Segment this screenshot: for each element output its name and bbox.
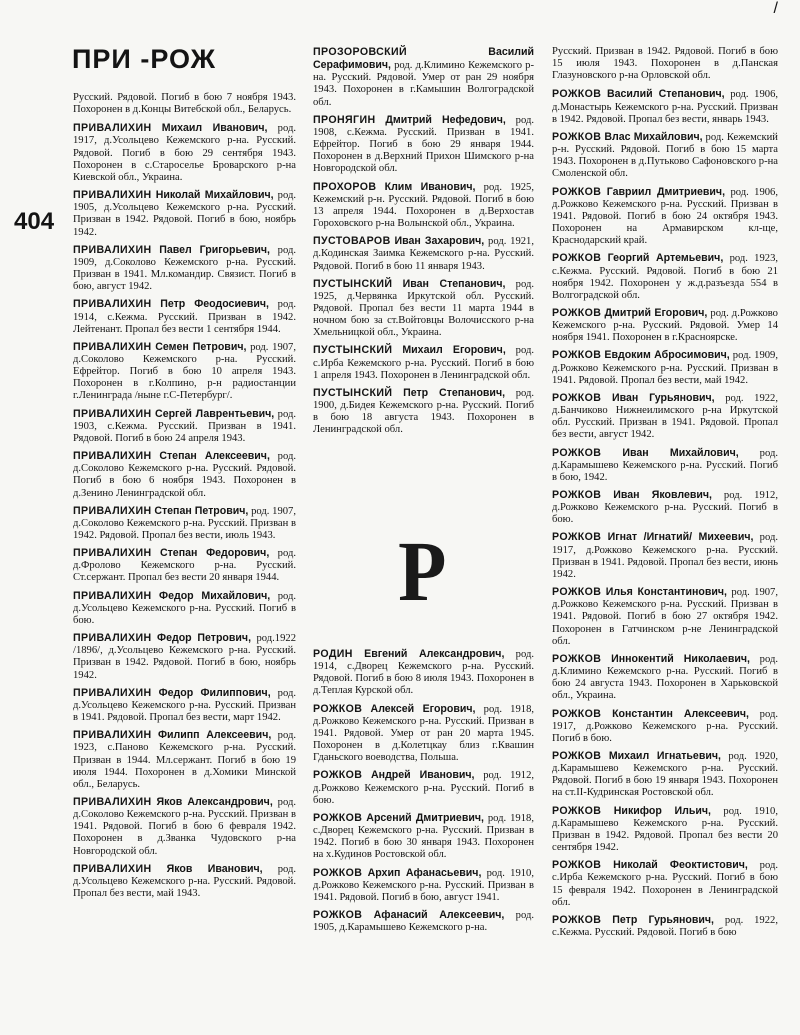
entry xyxy=(552,489,778,526)
entry-surname: ПРИВАЛИХИН xyxy=(73,729,152,742)
entry xyxy=(73,408,296,445)
entry-given-name: Павел Григорьевич, xyxy=(159,243,271,256)
entry-text: род. с.Ирба Кежемского р-на. Русский. Погиб в бою 15 февраля 1942. Похоронен в Ленинградской обл. xyxy=(552,860,778,908)
entry-given-name: Евгений Александрович, xyxy=(364,648,505,660)
entry-text: род. д.Усольцево Кежемского р-на. Русский. Погиб в бою. xyxy=(73,590,297,626)
entry xyxy=(313,235,534,272)
entry-given-name: Архип Афанасьевич, xyxy=(367,866,482,879)
entry-given-name: Влас Михайлович, xyxy=(604,130,703,143)
entry-surname: РОЖКОВ xyxy=(552,489,602,501)
entry xyxy=(552,46,778,82)
entry-text: род. 1906, д.Монастырь Кежемского р-на. Русский. Призван в 1942. Рядовой. Пропал без вести, январь 1943. xyxy=(552,89,779,125)
entry-text: род. 1917, д.Рожково Кежемского р-на. Русский. Призван в 1941. Рядовой. Пропал без вести, июнь 1942. xyxy=(552,532,778,580)
entry xyxy=(73,450,296,500)
entry-text: род. д.Усольцево Кежемского р-на. Русский. Призван в 1941. Рядовой. Пропал без вести, март 1942. xyxy=(73,687,296,724)
entry-text: род. Кежемский р-н. Русский. Рядовой. Погиб в бою 15 марта 1943. Похоронен в д.Путьково Сафоновского р-на Смоленской обл. xyxy=(552,131,778,180)
entry-text: род. д.Карамышево Кежемского р-на. Русский. Погиб в бою, 1942. xyxy=(552,447,778,483)
entry-text: Русский. Рядовой. Погиб в бою 7 ноября 1943. Похоронен в д.Концы Витебской обл., Беларусь. xyxy=(73,92,296,116)
entry-given-name: Иван Захарович, xyxy=(394,235,485,248)
entry xyxy=(73,632,296,682)
entry-given-name: Сергей Лаврентьевич, xyxy=(155,407,275,420)
entry-given-name: Федор Петрович, xyxy=(157,632,252,645)
entry xyxy=(552,859,778,909)
entry-surname: РОЖКОВ xyxy=(552,804,602,817)
entry-given-name: Клим Иванович, xyxy=(384,180,476,193)
entry-surname: РОЖКОВ xyxy=(552,446,602,459)
entry-surname: ПУСТЫНСКИЙ xyxy=(313,344,393,357)
entry-given-name: Иван Степанович, xyxy=(402,277,506,290)
entry-surname: ПРИВАЛИХИН xyxy=(73,450,152,463)
entry-surname: РОЖКОВ xyxy=(552,913,602,926)
entry-given-name: Петр Гурьянович, xyxy=(612,913,714,926)
entry xyxy=(313,812,534,862)
entry xyxy=(73,122,296,184)
entry xyxy=(552,349,778,386)
entry xyxy=(313,278,534,340)
entry-surname: РОЖКОВ xyxy=(552,88,602,101)
entry xyxy=(73,505,296,542)
entry xyxy=(313,769,534,806)
entry xyxy=(552,586,778,648)
entry xyxy=(313,181,534,231)
entry-surname: ПРИВАЛИХИН xyxy=(73,407,152,420)
entry xyxy=(73,796,296,858)
entry xyxy=(73,92,296,116)
entry-given-name: Дмитрий Нефедович, xyxy=(385,113,506,126)
entry-surname: РОЖКОВ xyxy=(552,531,602,544)
entry-text: род. д.Соколово Кежемского р-на. Русский. Рядовой. Погиб в бою 6 ноября 1943. Похоронен в д.Зенино Ленинградской обл. xyxy=(73,451,296,499)
entry-text: род. 1905, д.Карамышево Кежемского р-на. xyxy=(313,909,534,934)
entry xyxy=(552,805,778,855)
entry-given-name: Афанасий Алексеевич, xyxy=(373,908,505,921)
entry-text: род. 1923, с.Паново Кежемского р-на. Русский. Призван в 1944. Мл.сержант. Погиб в бою 19 июля 1944. Похоронен в д.Хомики Минской обл., Беларусь. xyxy=(73,730,296,790)
entry-given-name: Степан Петрович, xyxy=(154,504,249,517)
entry-given-name: Иван Яковлевич, xyxy=(613,489,712,501)
corner-mark: / xyxy=(773,0,778,17)
entry-given-name: Федор Филиппович, xyxy=(158,686,271,699)
entry-given-name: Василий Степанович, xyxy=(606,88,725,101)
column-1 xyxy=(73,92,296,905)
entry-surname: РОЖКОВ xyxy=(552,652,602,665)
entry-text: род. 1922, д.Банчиково Нижнеилимского р-на Иркутской обл. Русский. Призван в 1941. Рядовой. Пропал без вести, август 1942. xyxy=(552,392,778,441)
entry xyxy=(73,590,296,627)
entry-text: род. 1921, д.Кодинская Заимка Кежемского р-на. Русский. Рядовой. Погиб в бою 11 января 1943. xyxy=(313,236,535,272)
entry xyxy=(552,186,778,248)
entry-surname: РОЖКОВ xyxy=(552,306,602,319)
entry-given-name: Семен Петрович, xyxy=(155,340,247,353)
entry-surname: ПРИВАЛИХИН xyxy=(73,504,152,517)
section-letter: Р xyxy=(398,523,447,619)
entry-surname: ПРИВАЛИХИН xyxy=(73,298,152,311)
entry-surname: РОЖКОВ xyxy=(313,866,363,879)
entry xyxy=(73,341,296,403)
entry xyxy=(313,648,534,698)
entry-surname: ПРИВАЛИХИН xyxy=(73,122,152,135)
entry-surname: ПРОХОРОВ xyxy=(313,180,377,193)
entry-given-name: Иван Михайлович, xyxy=(622,446,739,459)
entry xyxy=(313,703,534,765)
entry-given-name: Михаил Иванович, xyxy=(161,122,268,135)
entry-given-name: Степан Федорович, xyxy=(159,547,270,560)
entry-text: род. 1912, д.Рожково Кежемского р-на. Русский. Погиб в бою. xyxy=(552,490,778,526)
entry-given-name: Петр Феодосиевич, xyxy=(160,298,269,311)
entry xyxy=(552,252,778,302)
entry-surname: ПРИВАЛИХИН xyxy=(73,340,152,353)
entry xyxy=(313,46,534,109)
entry-given-name: Федор Михайлович, xyxy=(159,589,271,602)
entry xyxy=(73,298,296,335)
entry-surname: РОЖКОВ xyxy=(313,811,363,824)
entry-text: род. 1903, с.Кежма. Русский. Призван в 1941. Рядовой. Погиб в бою 24 апреля 1943. xyxy=(73,408,296,444)
entry-text: род. 1907, д.Рожково Кежемского р-на. Русский. Призван в 1941. Рядовой. Погиб в бою 27 октября 1942. Похоронен в Гатчинском р-не Ленинградской обл. xyxy=(552,587,778,647)
entry-given-name: Иннокентий Николаевич, xyxy=(611,652,750,665)
entry-given-name: Николай Михайлович, xyxy=(155,189,274,202)
entry-text: род. 1908, с.Кежма. Русский. Призван в 1941. Ефрейтор. Погиб в бою 29 января 1944. Похоронен в д.Верхний Прихон Шимского р-на Новгородской обл. xyxy=(313,114,534,175)
entry-text: род. д.Климино Кежемского р-на. Русский. Погиб в бою 24 августа 1943. Похоронен в Харьковской обл., Украина. xyxy=(552,653,778,702)
entry-given-name: Евдоким Абросимович, xyxy=(604,349,730,362)
entry xyxy=(313,387,534,437)
entry-given-name: Михаил Игнатьевич, xyxy=(608,749,721,762)
entry-surname: ПУСТОВАРОВ xyxy=(313,235,391,248)
entry-given-name: Яков Александрович, xyxy=(156,795,273,808)
entry-surname: ПРИВАЛИХИН xyxy=(73,686,152,699)
entry-surname: РОЖКОВ xyxy=(552,130,602,143)
entry xyxy=(313,114,534,176)
entry-surname: РОЖКОВ xyxy=(313,769,363,782)
entry-given-name: Дмитрий Егорович, xyxy=(604,306,708,319)
entry xyxy=(552,750,778,800)
entry-text: род. 1925, Кежемский р-н. Русский. Рядовой. Погиб в бою 13 апреля 1944. Похоронен в д.Верхостав Гороховского р-на Волынской обл., Украина. xyxy=(313,181,534,230)
entry-text: род. 1923, с.Кежма. Русский. Рядовой. Погиб в бою 21 ноября 1942. Похоронен у ж.д.разъезда 554 в Волгоградской обл. xyxy=(552,253,779,301)
entry-given-name: Василий Серафимович, xyxy=(313,46,534,72)
entry xyxy=(73,687,296,724)
entry-text: род. 1918, с.Дворец Кежемского р-на. Русский. Призван в 1942. Погиб в бою 30 января 1943. Похоронен на х.Кудинов Ростовской обл. xyxy=(313,812,534,861)
entry xyxy=(552,653,778,703)
entry-given-name: Николай Феоктистович, xyxy=(613,859,748,872)
entry-text: род. 1914, с.Дворец Кежемского р-на. Русский. Рядовой. Погиб в бою 8 июля 1943. Похоронен в д.Теплая Курской обл. xyxy=(313,649,534,697)
entry-text: род. 1914, с.Кежма. Русский. Призван в 1942. Лейтенант. Пропал без вести 1 сентября 1944. xyxy=(73,299,296,335)
entry-text: род. 1920, д.Карамышево Кежемского р-на. Русский. Рядовой. Погиб в бою 19 января 1943. Похоронен на ст.II-Кудринская Ростовской обл. xyxy=(552,750,779,799)
entry-surname: РОЖКОВ xyxy=(552,252,602,265)
column-2 xyxy=(313,46,534,442)
entry-surname: ПРИВАЛИХИН xyxy=(73,795,152,808)
entry-given-name: Гавриил Дмитриевич, xyxy=(606,185,726,198)
entry-given-name: Алексей Егорович, xyxy=(370,702,476,715)
entry-text: род. д.Рожково Кежемского р-на. Русский. Рядовой. Умер 14 ноября 1941. Похоронен в г.Красноярске. xyxy=(552,307,778,344)
entry xyxy=(552,307,778,344)
entry-text: род. 1909, д.Рожково Кежемского р-на. Русский. Призван в 1941. Рядовой. Пропал без вести, май 1942. xyxy=(552,350,778,386)
entry-text: Русский. Призван в 1942. Рядовой. Погиб в бою 15 июля 1943. Похоронен в д.Панская Глазуновского р-на Орловской обл. xyxy=(552,46,778,82)
entry-text: род. 1907, д.Соколово Кежемского р-на. Русский. Призван в 1942. Рядовой. Пропал без вести, июль 1943. xyxy=(73,505,296,541)
entry xyxy=(552,88,778,125)
entry-surname: ПРИВАЛИХИН xyxy=(73,632,152,645)
entry-given-name: Никифор Ильич, xyxy=(613,804,711,817)
column-2-lower xyxy=(313,648,534,939)
page-number: 404 xyxy=(14,208,55,235)
entry-surname: ПУСТЫНСКИЙ xyxy=(313,277,393,290)
entry-given-name: Арсений Дмитриевич, xyxy=(366,811,484,824)
entry-given-name: Константин Алексеевич, xyxy=(612,707,749,720)
entry-given-name: Илья Константинович, xyxy=(605,586,727,599)
entry-text: род. 1909, д.Соколово Кежемского р-на. Русский. Призван в 1941. Мл.командир. Связист. Погиб в бою, август 1942. xyxy=(73,244,296,293)
entry-text: род. 1907, д.Соколово Кежемского р-на. Русский. Ефрейтор. Погиб в бою 10 апреля 1943. Похоронен в г.Колпино, р-н радиостанции г.Ленинграда /ныне г.С-Петербург/. xyxy=(73,341,296,402)
entry-text: род.1922 /1896/, д.Усольцево Кежемского р-на. Русский. Призван в 1942. Рядовой. Погиб в бою, ноябрь 1942. xyxy=(73,633,296,681)
entry xyxy=(552,392,778,442)
entry-surname: РОЖКОВ xyxy=(313,702,363,715)
entry-given-name: Петр Степанович, xyxy=(403,386,506,399)
page-title: ПРИ -РОЖ xyxy=(72,44,217,74)
entry-given-name: Яков Иванович, xyxy=(166,862,263,875)
entry-given-name: Георгий Артемьевич, xyxy=(607,252,724,265)
column-3 xyxy=(552,46,778,944)
entry-text: род. д.Фролово Кежемского р-на. Русский. Ст.сержант. Пропал без вести 20 января 1944. xyxy=(73,548,296,584)
entry-text: род. 1917, д.Усольцево Кежемского р-на. Русский. Рядовой. Погиб в бою 29 сентября 1943. Похоронен в с.Староселье Броварского р-на Киевской обл., Украина. xyxy=(73,123,296,183)
entry-text: род. 1918, д.Рожково Кежемского р-на. Русский. Призван в 1941. Рядовой. Умер от ран 20 марта 1945. Похоронен в д.Колетцкау близ г.Квашин Гданьского воеводства, Польша. xyxy=(313,703,535,764)
entry-text: род. 1922, с.Кежма. Русский. Рядовой. Погиб в бою xyxy=(552,914,778,938)
entry-surname: РОЖКОВ xyxy=(552,185,602,198)
entry xyxy=(552,131,778,181)
entry-surname: РОЖКОВ xyxy=(552,749,602,762)
entry-surname: ПУСТЫНСКИЙ xyxy=(313,386,393,399)
entry-text: род. д.Климино Кежемского р-на. Русский. Рядовой. Умер от ран 29 ноября 1943. Похоронен в г.Камышин Волгоградской обл. xyxy=(313,60,534,108)
entry-given-name: Михаил Егорович, xyxy=(402,344,506,357)
entry xyxy=(73,244,296,294)
entry-text: род. 1910, д.Карамышево Кежемского р-на. Русский. Призван в 1942. Рядовой. Пропал без вести 20 сентября 1942. xyxy=(552,805,778,854)
entry-given-name: Филипп Алексеевич, xyxy=(157,729,272,742)
entry-text: род. 1917, д.Рожково Кежемского р-на. Русский. Погиб в бою. xyxy=(552,708,778,744)
entry-text: род. 1912, д.Рожково Кежемского р-на. Русский. Погиб в бою. xyxy=(313,770,535,806)
entry-surname: РОДИН xyxy=(313,648,353,660)
entry-text: род. д.Усольцево Кежемского р-на. Русский. Рядовой. Пропал без вести, май 1943. xyxy=(73,863,297,900)
entry-surname: РОЖКОВ xyxy=(313,908,363,921)
entry-text: род. 1905, д.Усольцево Кежемского р-на. Русский. Призван в 1942. Рядовой. Погиб в бою, ноябрь 1942. xyxy=(73,190,296,238)
entry-text: род. 1906, д.Рожково Кежемского р-на. Русский. Призван в 1941. Рядовой. Погиб в бою 24 октября 1943. Похоронен на Армавирском кл-ще, Краснодарский край. xyxy=(552,186,778,247)
entry-text: род. д.Соколово Кежемского р-на. Русский. Призван в 1941. Рядовой. Погиб в бою 6 февраля 1942. Похоронен в д.Званка Чудовского р-на Новгородской обл. xyxy=(73,796,296,857)
entry-text: род. 1925, д.Червянка Иркутской обл. Русский. Рядовой. Пропал без вести 11 марта 1944 в ночном бою за ст.Войтовцы Волочисского р-на Хмельницкой обл., Украина. xyxy=(313,278,534,339)
entry-surname: ПРИВАЛИХИН xyxy=(73,547,152,560)
entry xyxy=(73,547,296,584)
entry-text: род. 1900, д.Бидея Кежемского р-на. Русский. Погиб в бою 18 августа 1943. Похоронен в Ленинградской обл. xyxy=(313,387,535,436)
entry xyxy=(313,909,534,934)
entry-given-name: Степан Алексеевич, xyxy=(159,450,270,463)
entry xyxy=(73,863,296,900)
entry xyxy=(552,447,778,484)
entry-surname: ПРИВАЛИХИН xyxy=(73,243,152,256)
entry xyxy=(552,531,778,581)
entry-text: род. 1910, д.Рожково Кежемского р-на. Русский. Призван в 1941. Рядовой. Погиб в бою, август 1941. xyxy=(313,867,534,903)
entry-surname: РОЖКОВ xyxy=(552,586,602,599)
entry-surname: ПРОЗОРОВСКИЙ xyxy=(313,46,408,58)
entry-given-name: Иван Гурьянович, xyxy=(611,391,715,404)
entry xyxy=(313,344,534,381)
entry-surname: ПРИВАЛИХИН xyxy=(73,189,152,202)
entry xyxy=(552,914,778,939)
entry-surname: РОЖКОВ xyxy=(552,859,602,872)
entry-surname: РОЖКОВ xyxy=(552,707,602,720)
entry-surname: ПРИВАЛИХИН xyxy=(73,589,152,602)
entry xyxy=(73,729,296,791)
entry-text: род. с.Ирба Кежемского р-на. Русский. Погиб в бою 1 апреля 1943. Похоронен в Ленинградской обл. xyxy=(313,345,534,381)
entry-given-name: Андрей Иванович, xyxy=(371,769,475,782)
entry xyxy=(313,867,534,904)
entry-given-name: Игнат /Игнатий/ Михеевич, xyxy=(607,531,754,544)
entry-surname: ПРИВАЛИХИН xyxy=(73,862,152,875)
entry xyxy=(552,708,778,745)
entry xyxy=(73,189,296,239)
entry-surname: РОЖКОВ xyxy=(552,349,602,362)
entry-surname: ПРОНЯГИН xyxy=(313,113,376,126)
entry-surname: РОЖКОВ xyxy=(552,391,602,404)
